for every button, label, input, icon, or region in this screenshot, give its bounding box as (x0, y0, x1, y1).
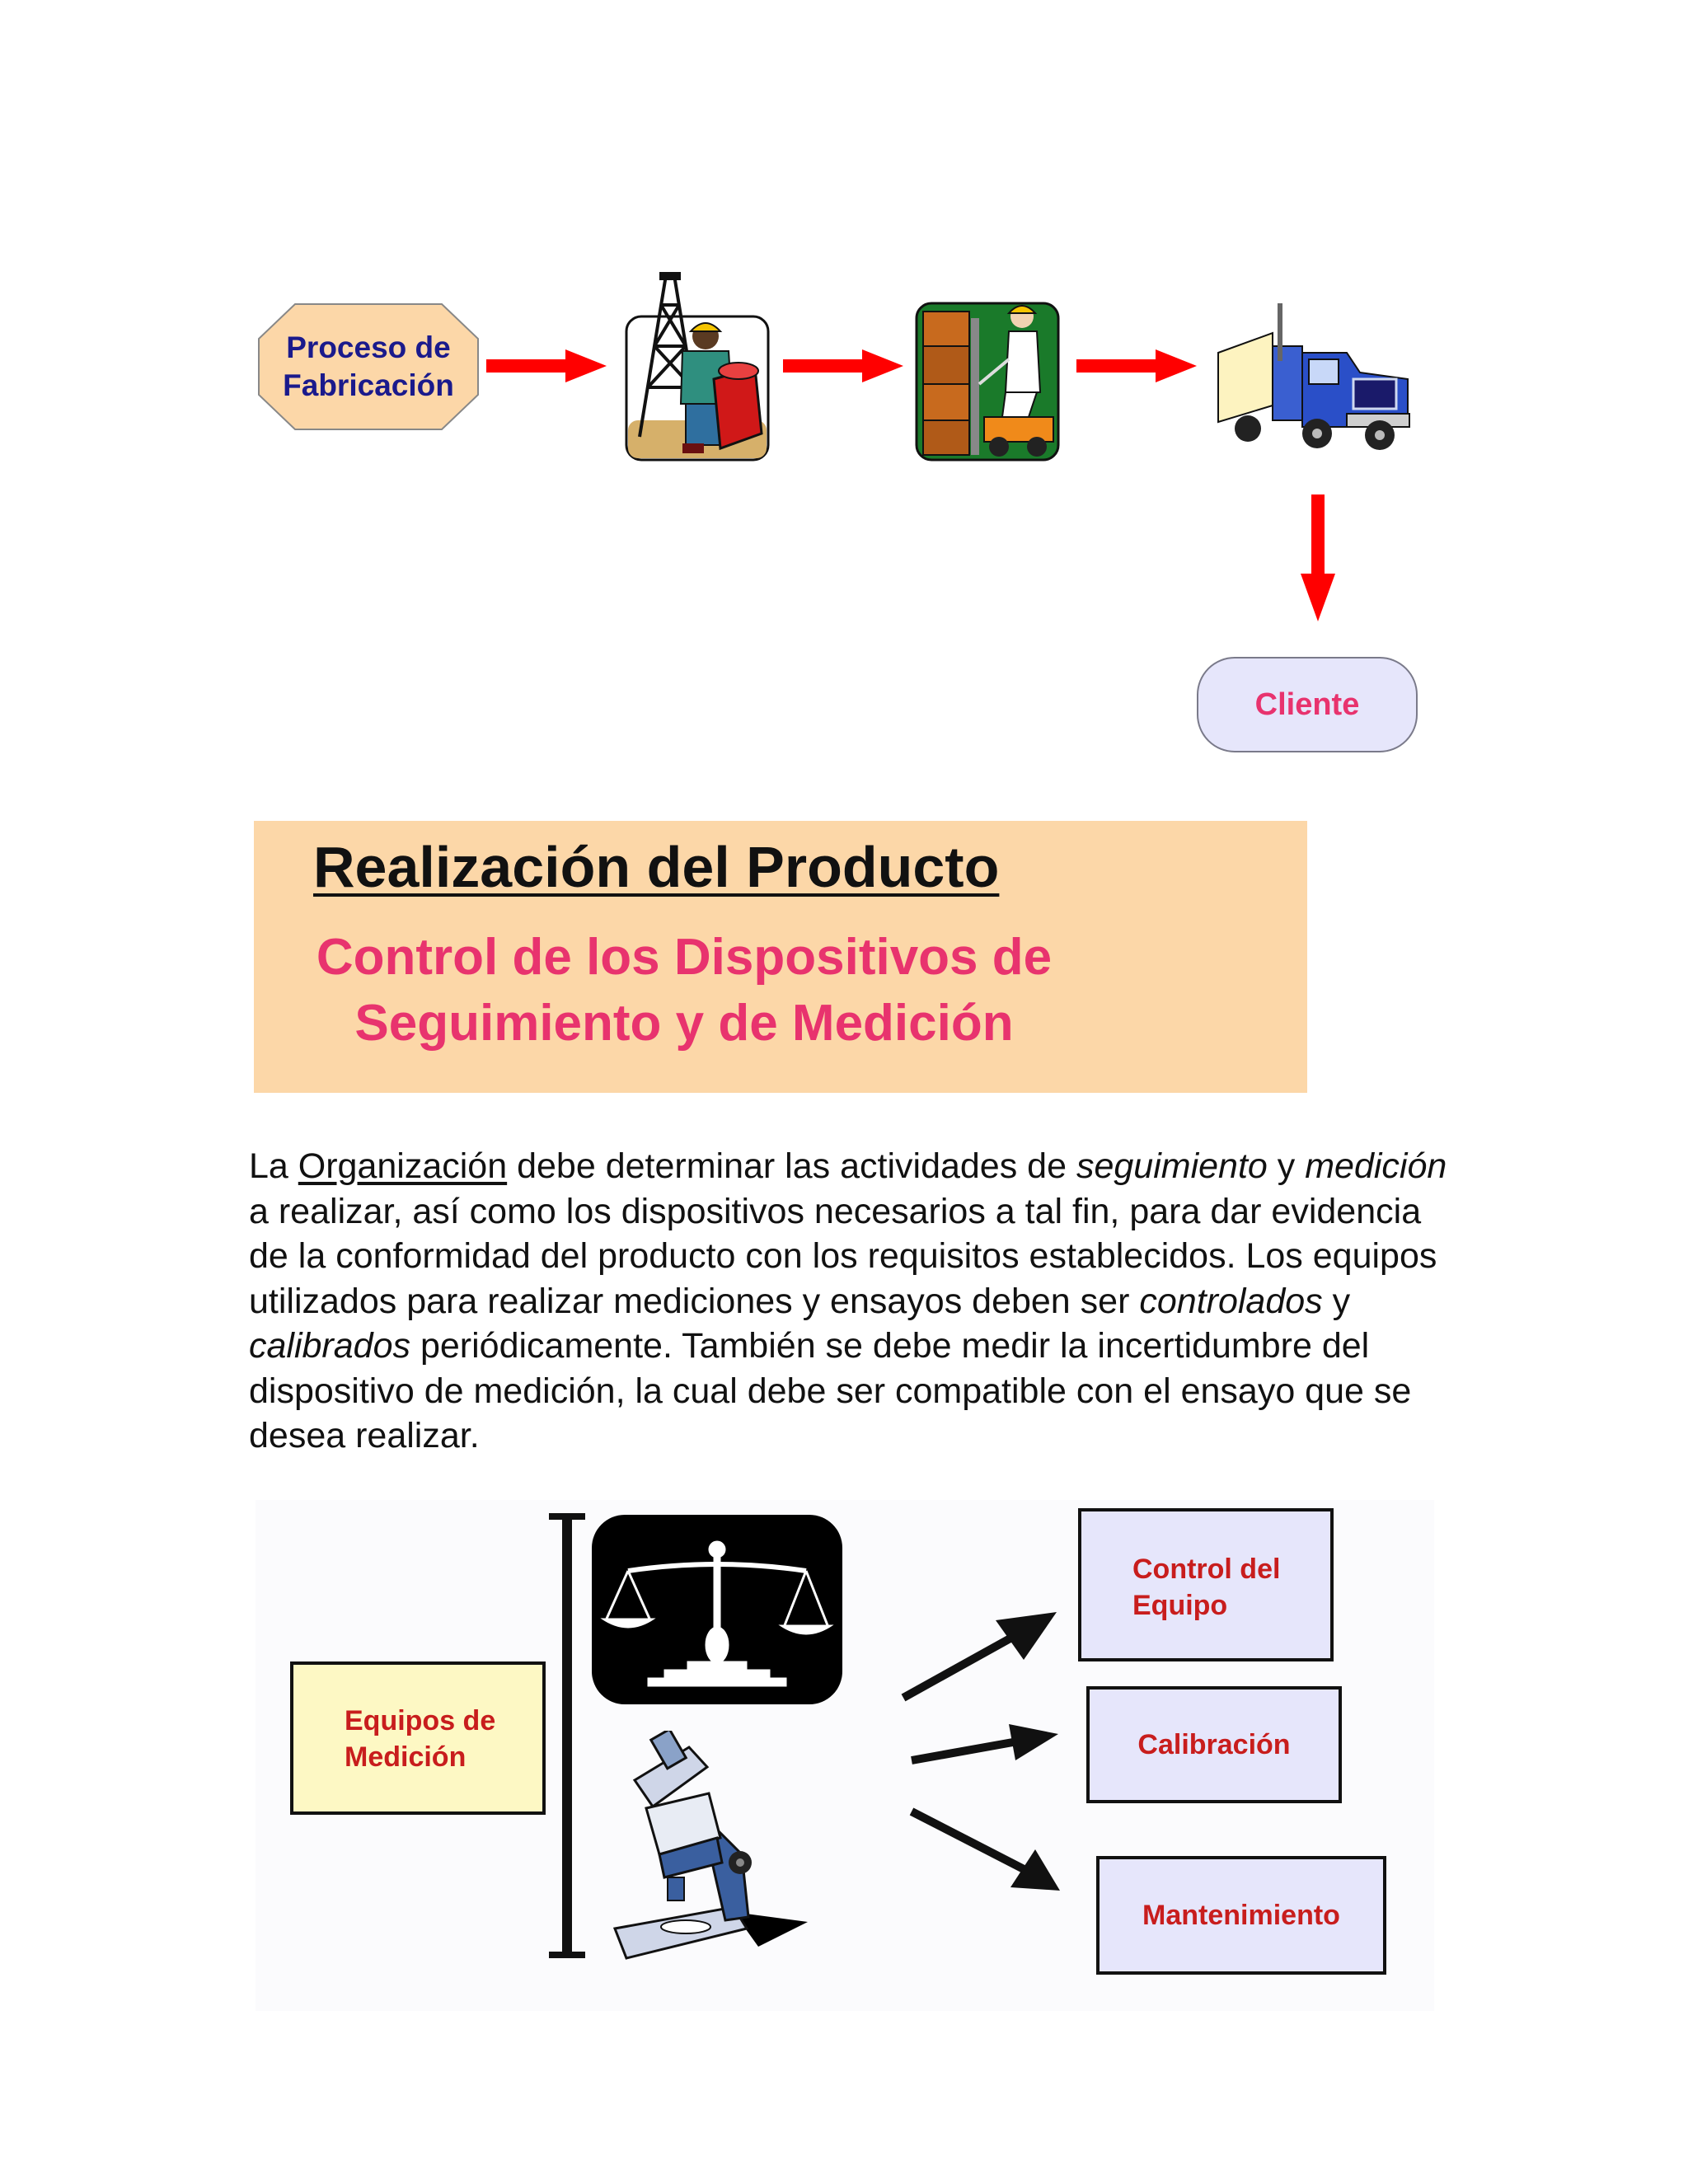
equipment-control-box (1078, 1508, 1334, 1661)
bracket-line (544, 1513, 590, 1958)
flow-arrow-3 (1076, 346, 1200, 387)
forklift-icon (913, 293, 1062, 463)
flow-arrow-1 (486, 346, 610, 387)
section-title: Realización del Producto (313, 835, 1000, 899)
para-text: y (1322, 1281, 1351, 1321)
para-text: La (249, 1146, 298, 1186)
measuring-equipment-box (290, 1661, 546, 1815)
para-underlined: Organización (298, 1146, 508, 1186)
process-start-node (257, 302, 480, 431)
para-italic: calibrados (249, 1326, 410, 1366)
para-text: periódicamente. También se debe medir la incertidumbre del dispositivo de medición, la cual debe ser compatible con el ensayo que se desea realizar. (249, 1326, 1412, 1455)
para-italic: controlados (1139, 1281, 1323, 1321)
section-subtitle (272, 925, 1096, 1057)
subtitle-line2: Seguimiento y de Medición (354, 995, 1014, 1052)
process-start-line1: Proceso de (286, 330, 451, 364)
calibration-box: Calibración (1086, 1686, 1342, 1803)
para-italic: seguimiento (1076, 1146, 1268, 1186)
para-text: a realizar, así como los dispositivos necesarios a tal fin, para dar evidencia de la conformidad del producto con los requisitos establecidos. Los equipos utilizados para realizar mediciones y ensayos deben ser (249, 1191, 1437, 1321)
control-line1: Control del (1132, 1554, 1281, 1585)
para-text: y (1267, 1146, 1306, 1186)
arrow-to-maintenance (907, 1802, 1063, 1900)
body-paragraph (249, 1144, 1452, 1459)
subtitle-line1: Control de los Dispositivos de (316, 929, 1053, 986)
para-italic: medición (1305, 1146, 1447, 1186)
microscope-icon (610, 1731, 808, 1961)
maintenance-box: Mantenimiento (1096, 1856, 1386, 1975)
oil-worker-icon (623, 272, 771, 463)
balance-scale-icon (590, 1513, 844, 1706)
equipment-line1: Equipos de (345, 1705, 496, 1736)
arrow-to-calibration (907, 1722, 1063, 1772)
control-line2: Equipo (1132, 1590, 1228, 1621)
para-text: debe determinar las actividades de (507, 1146, 1076, 1186)
equipment-line2: Medición (345, 1741, 467, 1773)
process-start-line2: Fabricación (283, 368, 454, 402)
client-node: Cliente (1197, 657, 1418, 752)
arrow-to-control (898, 1602, 1063, 1706)
flow-arrow-2 (783, 346, 907, 387)
truck-icon (1215, 303, 1413, 460)
flow-arrow-down (1297, 494, 1339, 625)
